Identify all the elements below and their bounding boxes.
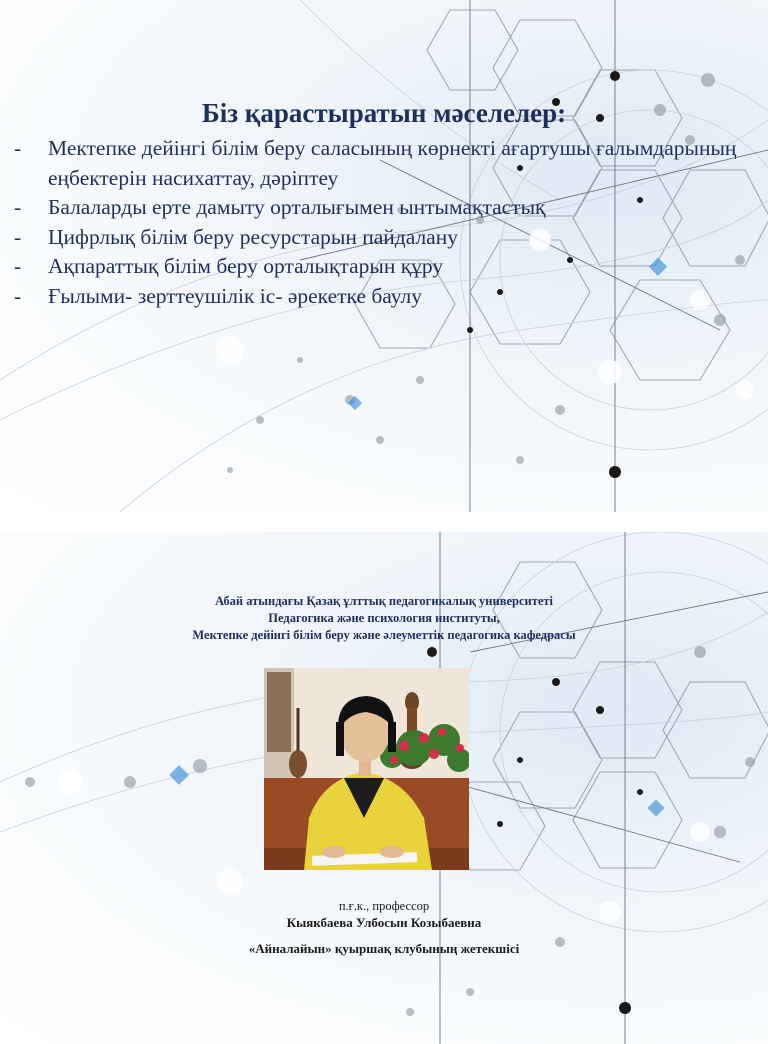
list-item-text: Балаларды ерте дамыту орталығымен ынтымақтастық [48,195,546,219]
list-item-text: Цифрлық білім беру ресурстарын пайдалану [48,224,458,249]
slide-1 [0,0,768,512]
list-item [14,282,754,312]
portrait-illustration [264,668,469,870]
department-name: Мектепке дейінгі білім беру және әлеуметтік педагогика кафедрасы [192,628,576,642]
issues-list [14,134,754,311]
bullet-dash: - [14,224,22,249]
slide-2 [0,532,768,1044]
bullet-dash: - [14,254,22,278]
list-item [14,193,754,223]
list-item-text: Ақпараттық білім беру орталықтарын құру [48,254,444,278]
list-item [14,223,754,253]
university-name: Абай атындағы Қазақ ұлттық педагогикалық университеті [214,594,553,608]
bullet-dash: - [14,195,22,219]
person-name: Кыякбаева Улбосын Козыбаевна [286,915,482,930]
bullet-dash: - [14,283,22,308]
slide-gap [0,512,768,532]
list-item [14,134,754,193]
portrait-photo [264,668,469,870]
slide-title: Біз қарастыратын мәселелер: [201,98,567,128]
institute-name: Педагогика және психология институты, [268,611,500,625]
bullet-dash: - [14,136,22,160]
affiliation-block [0,593,768,644]
list-item-text: Мектепке дейінгі білім беру саласының көрнекті ағартушы ғалымдарының еңбектерін насихаттау, дәріптеу [48,136,737,190]
academic-degree: п.ғ.к., профессор [338,899,430,913]
club-role: «Айналайын» қуыршақ клубының жетекшісі [248,941,520,956]
list-item [14,252,754,282]
list-item-text: Ғылыми- зерттеушілік іс- әрекетке баулу [48,283,423,308]
